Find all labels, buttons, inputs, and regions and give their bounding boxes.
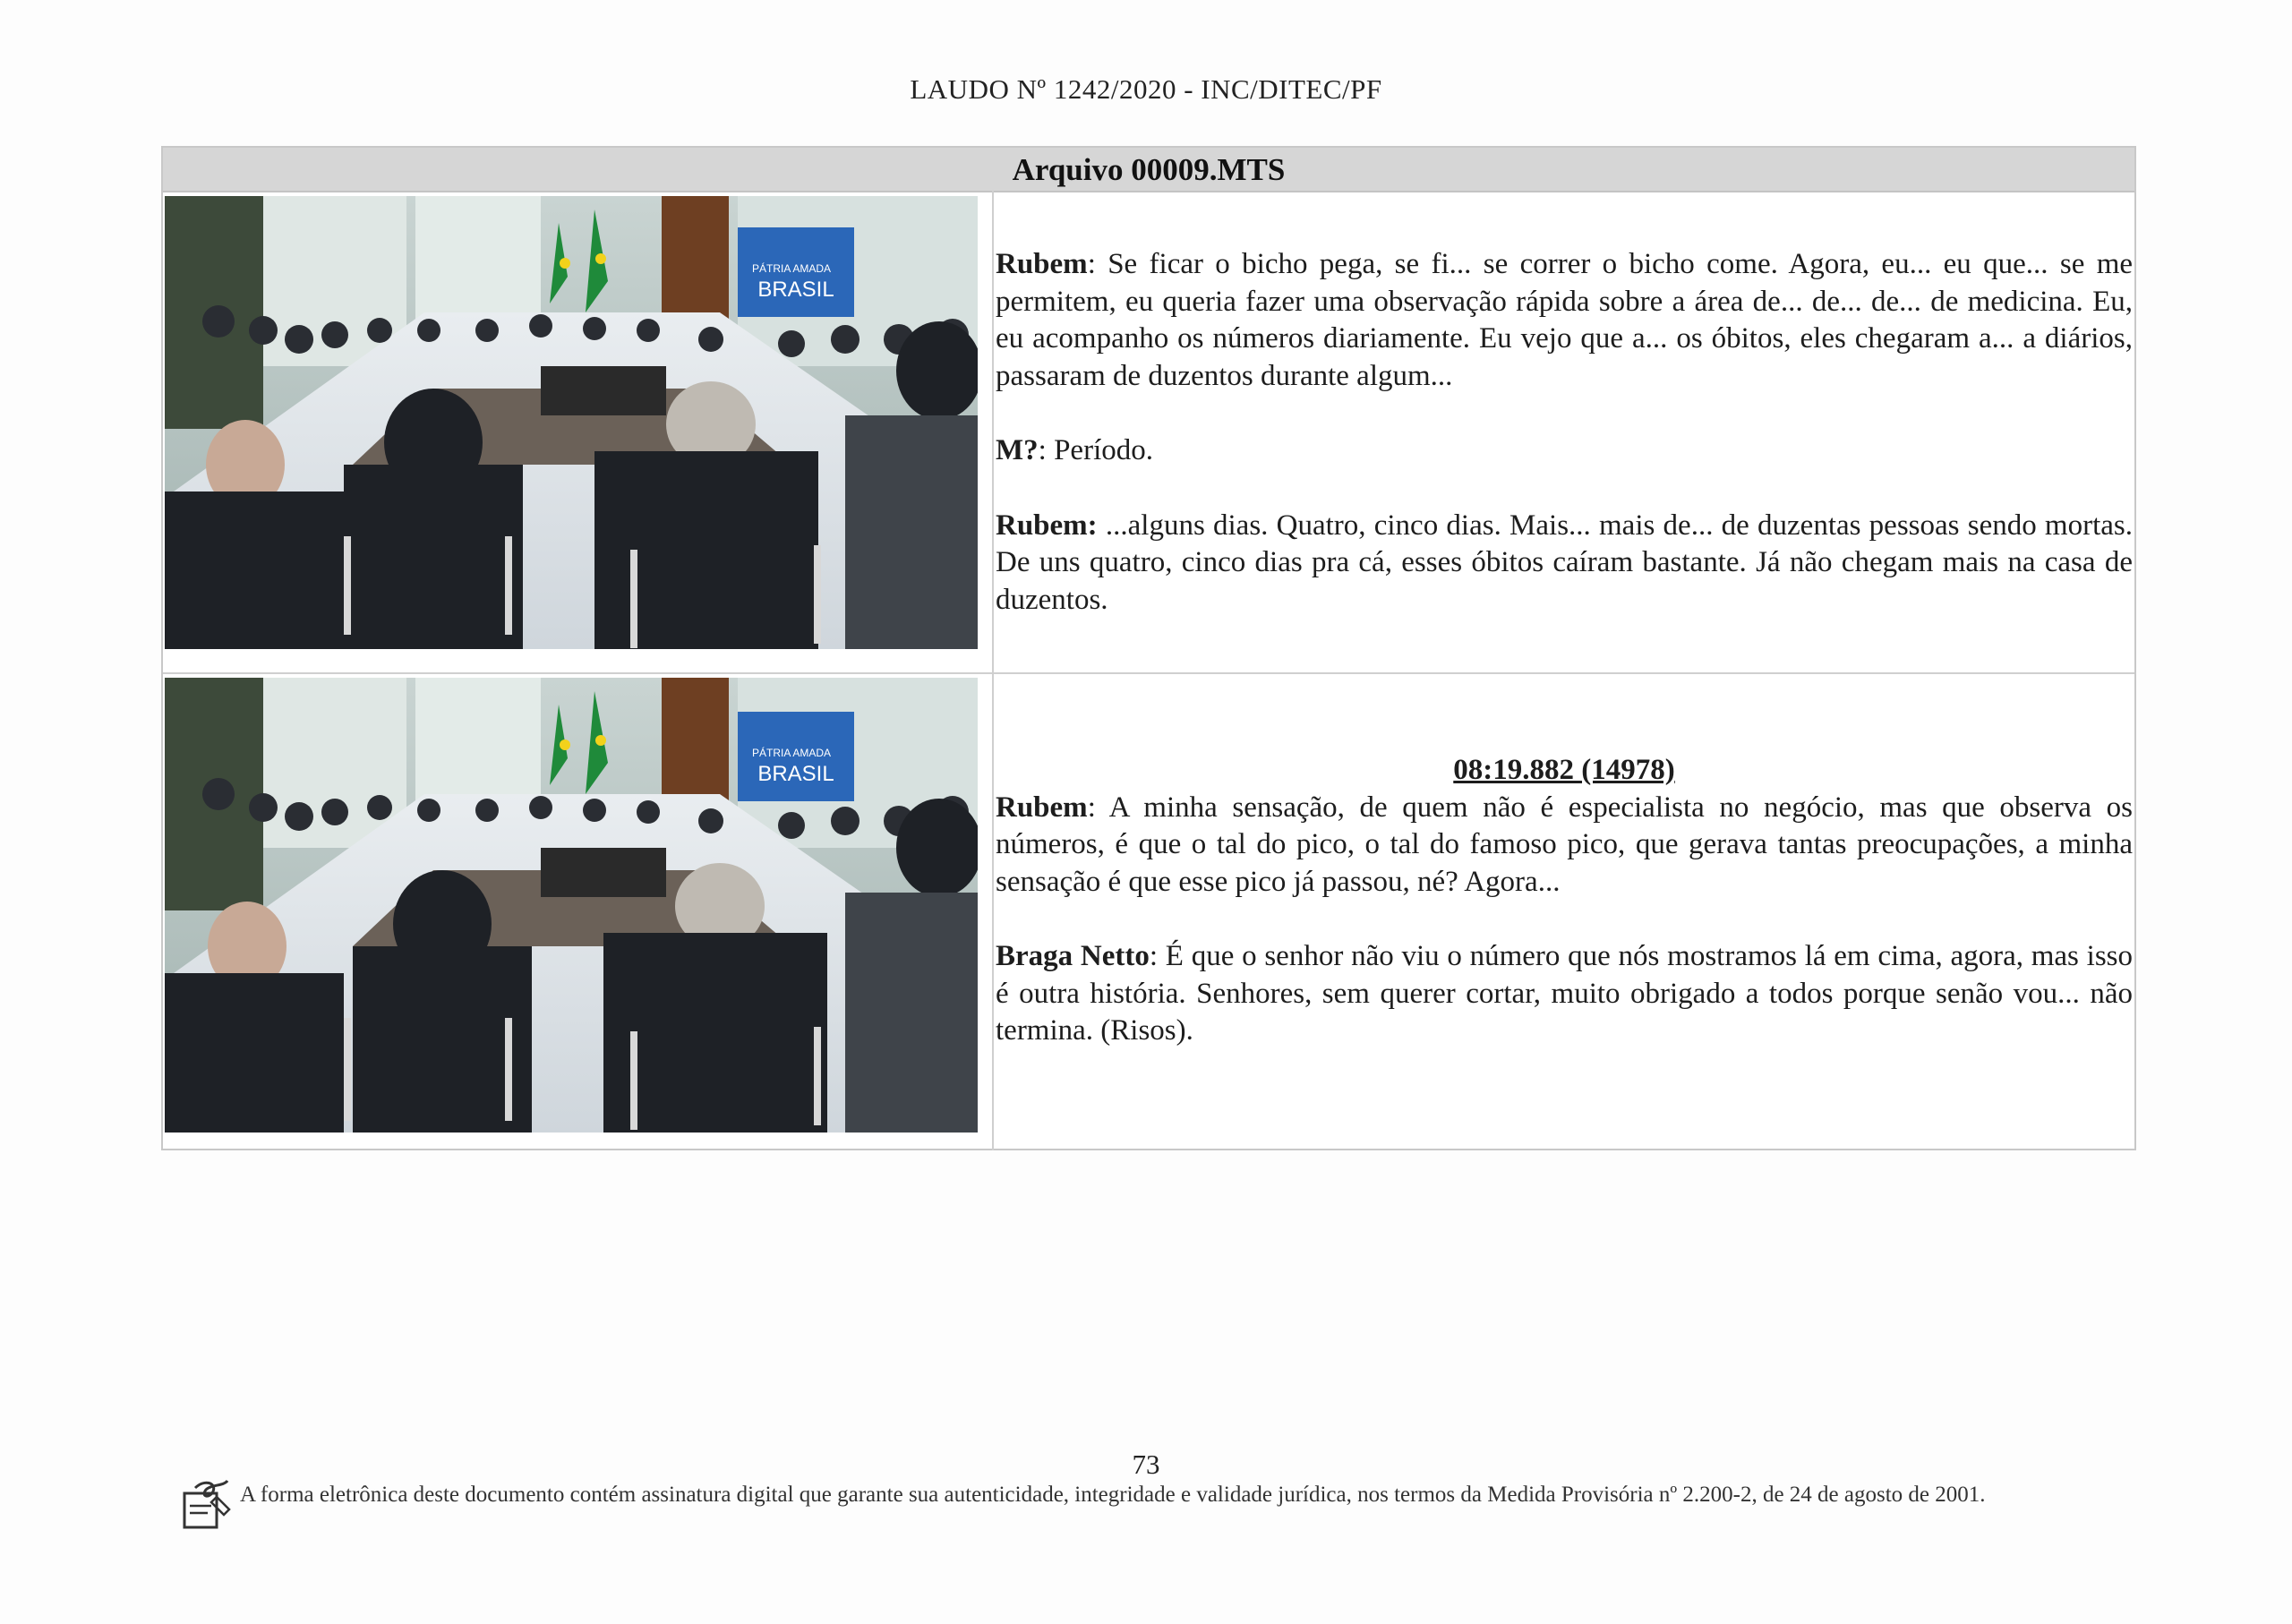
row-divider: [163, 672, 2134, 674]
timestamp: 08:19.882 (14978): [1453, 754, 1675, 786]
speech-text: Se ficar o bicho pega, se fi... se correr o bicho come. Agora, eu... eu que... se me permitem, eu queria fazer uma observação rápida sobre a área de... de... de... de medicina. Eu, eu acompanho os números diariamente. Eu vejo que a... os óbitos, eles chegaram a... a diários, passaram de duzentos durante algum...: [996, 248, 2134, 392]
speech-text: Período.: [1054, 434, 1153, 466]
column-divider: [992, 191, 994, 1150]
transcript-line: [996, 938, 2133, 1050]
page-number: 73: [1132, 1449, 1160, 1480]
transcript-cell-2: [996, 752, 2133, 1088]
speaker-separator: :: [1149, 940, 1166, 972]
banner-line-1: PÁTRIA AMADA: [751, 747, 832, 759]
table-title: Arquivo 00009.MTS: [163, 148, 2134, 192]
transcript-line: [996, 508, 2133, 620]
speech-text: A minha sensação, de quem não é especialista no negócio, mas que observa os números, é que o tal do pico, o tal do famoso pico, que gerava tantas preocupações, a minha sensação é que esse pico já passou, né? Agora...: [996, 791, 2133, 898]
speaker-name: Rubem: [996, 791, 1088, 824]
transcript-table: [161, 146, 2136, 1150]
transcript-line: [996, 790, 2133, 902]
banner-line-2: BRASIL: [757, 278, 834, 302]
speaker-separator: :: [1038, 434, 1055, 466]
speaker-name: Rubem: [996, 248, 1088, 280]
page-header: LAUDO Nº 1242/2020 - INC/DITEC/PF: [910, 73, 1382, 105]
footer-disclaimer: A forma eletrônica deste documento contém assinatura digital que garante sua autenticidade, integridade e validade jurídica, nos termos da Medida Provisória nº 2.200-2, de 24 de agosto de 2001.: [240, 1483, 1986, 1507]
meeting-photo-2: [165, 678, 978, 1133]
banner-line-2: BRASIL: [757, 762, 834, 786]
footer: [177, 1479, 2129, 1536]
transcript-line: [996, 246, 2133, 395]
speaker-name: M?: [996, 434, 1039, 466]
speech-text: É que o senhor não viu o número que nós mostramos lá em cima, agora, mas isso é outra história. Senhores, sem querer cortar, muito obrigado a todos porque senão vou... não termina. (Risos).: [996, 940, 2134, 1047]
speaker-name: Rubem:: [996, 509, 1098, 542]
meeting-photo-1: [165, 196, 978, 649]
transcript-line: [996, 432, 2133, 470]
speaker-name: Braga Netto: [996, 940, 1150, 972]
digital-signature-icon: [177, 1479, 233, 1531]
transcript-cell-1: [996, 246, 2133, 656]
banner-line-1: PÁTRIA AMADA: [751, 262, 832, 275]
speaker-separator: :: [1087, 791, 1109, 824]
speech-text: ...alguns dias. Quatro, cinco dias. Mais... mais de... de duzentas pessoas sendo mortas. De uns quatro, cinco dias pra cá, esses óbitos caíram bastante. Já não chegam mais na casa de duzentos.: [996, 509, 2133, 616]
speaker-separator: :: [1087, 248, 1108, 280]
speaker-separator: [1098, 509, 1106, 542]
